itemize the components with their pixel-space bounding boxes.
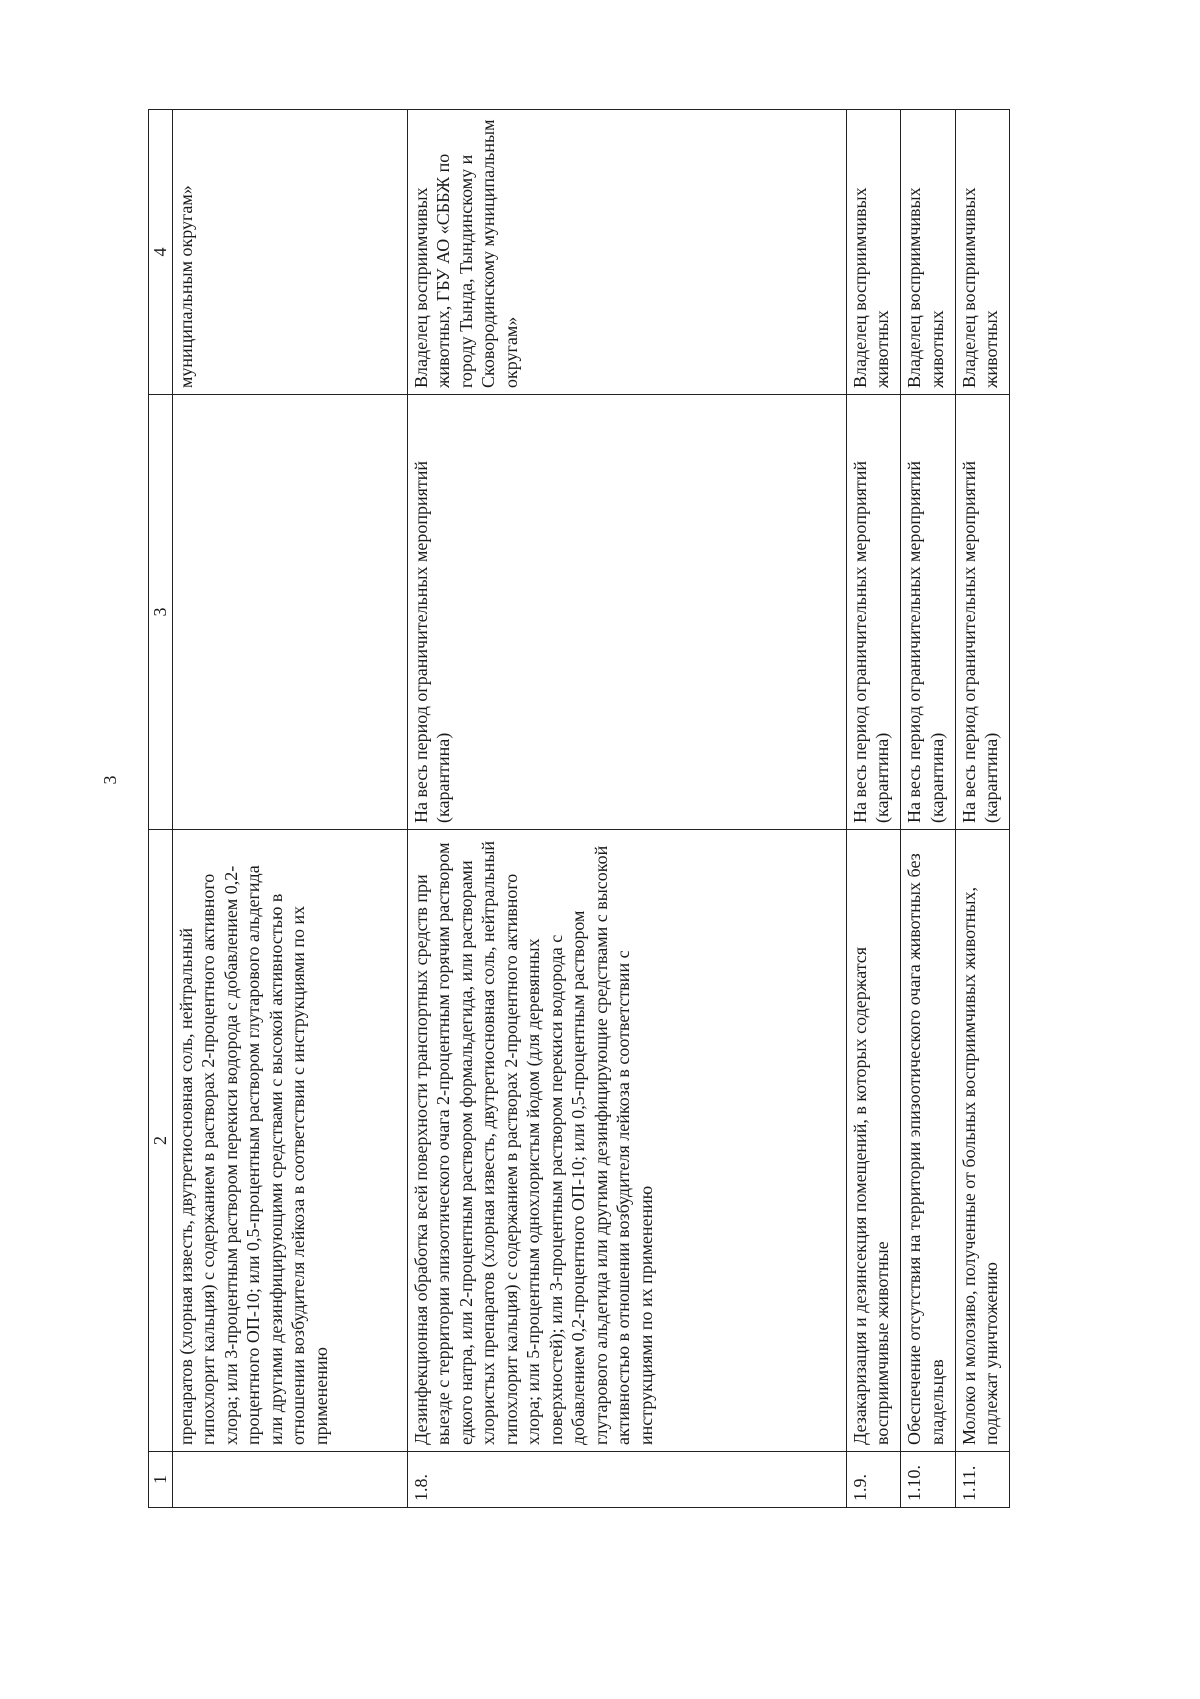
row-number: 1.10. [901,1452,955,1508]
measure-cell: Дезинфекционная обработка всей поверхности транспортных средств при выезде с территории эпизоотического очага 2-процентным горячим раствором едкого натра, или 2-процентным раствором формальдегида, или растворами хлористых препаратов (хлорная известь, двутретиосновная соль, нейтральный гипохлорит кальция) с содержанием в растворах 2-процентного активного хлора; или 5-процентным однохлористым йодом (для деревянных поверхностей); или 3-процентным раствором перекиси водорода с добавлением 0,2-процентного ОП-10; или 0,5-процентным раствором глутарового альдегида или другими дезинфицирующие средствами с высокой активностью в отношении возбудителя лейкоза в соответствии с инструкциями по их применению [407,830,846,1452]
responsible-cell: Владелец восприимчивых животных [846,110,900,395]
table-row [172,110,407,1508]
responsible-cell: Владелец восприимчивых животных, ГБУ АО «СББЖ по городу Тында, Тындинскому и Сковородинскому муниципальным округам» [407,110,846,395]
measures-table [148,109,1010,1508]
measure-cell: препаратов (хлорная известь, двутретиосновная соль, нейтральный гипохлорит кальция) с содержанием в растворах 2-процентного активного хлора; или 3-процентным раствором перекиси водорода с добавлением 0,2-процентного ОП-10; или 0,5-процентным раствором глутарового альдегида или другими дезинфицирующими средствами с высокой активностью в отношении возбудителя лейкоза в соответствии с инструкциями по их применению [172,830,407,1452]
measure-cell: Обеспечение отсутствия на территории эпизоотического очага животных без владельцев [901,830,955,1452]
table-row [846,110,900,1508]
period-cell: На весь период ограничительных мероприятий (карантина) [955,395,1009,830]
measure-cell: Дезакаризация и дезинсекция помещений, в которых содержатся восприимчивые животные [846,830,900,1452]
table-row [407,110,846,1508]
rotated-table-container [148,110,1010,1508]
row-number: 1.11. [955,1452,1009,1508]
header-col-2: 2 [149,830,173,1452]
header-col-3: 3 [149,395,173,830]
period-cell [172,395,407,830]
responsible-cell: Владелец восприимчивых животных [955,110,1009,395]
table-row [955,110,1009,1508]
page-number: 3 [100,775,120,785]
measure-cell: Молоко и молозиво, полученные от больных восприимчивых животных, подлежат уничтожению [955,830,1009,1452]
responsible-cell: Владелец восприимчивых животных [901,110,955,395]
period-cell: На весь период ограничительных мероприятий (карантина) [407,395,846,830]
row-number: 1.8. [407,1452,846,1508]
row-number [172,1452,407,1508]
period-cell: На весь период ограничительных мероприятий (карантина) [846,395,900,830]
table-header-row [149,110,173,1508]
period-cell: На весь период ограничительных мероприятий (карантина) [901,395,955,830]
responsible-cell: муниципальным округам» [172,110,407,395]
row-number: 1.9. [846,1452,900,1508]
table-row [901,110,955,1508]
header-col-4: 4 [149,110,173,395]
header-col-1: 1 [149,1452,173,1508]
